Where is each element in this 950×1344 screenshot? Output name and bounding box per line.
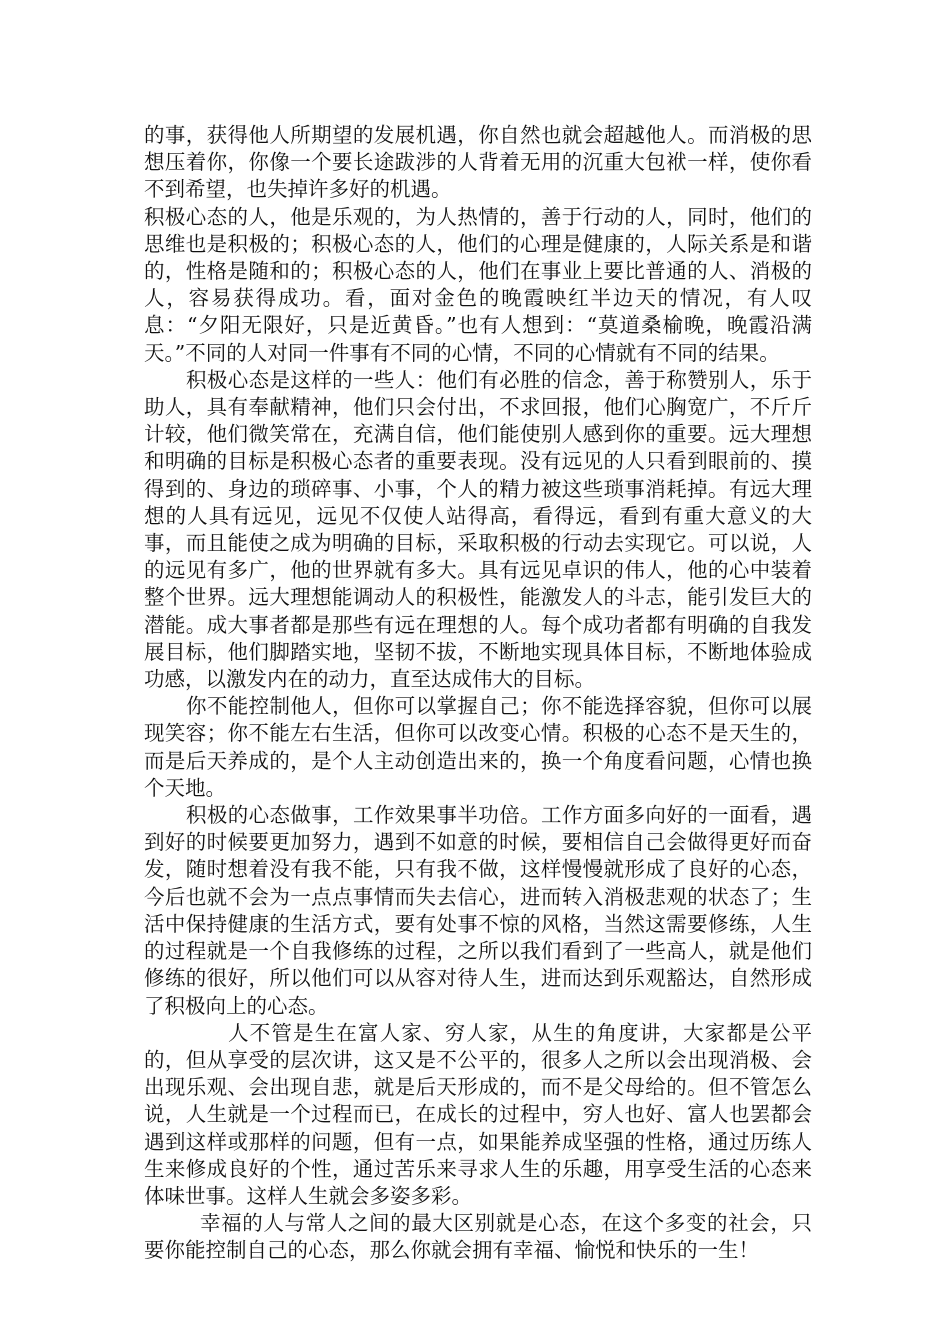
paragraph-ideals-and-goals: 积极心态是这样的一些人：他们有必胜的信念，善于称赞别人，乐于助人，具有奉献精神，他们只会付出，不求回报，他们心胸宽广，不斤斤计较，他们微笑常在，充满自信，他们能使别人感到你的重要。远大理想和明确的目标是积极心态者的重要表现。没有远见的人只看到眼前的、摸得到的、身边的琐碎事、小事，个人的精力被这些琐事消耗掉。有远大理想的人具有远见，远见不仅使人站得高，看得远，看到有重大意义的大事，而且能使之成为明确的目标，采取积极的行动去实现它。可以说，人的远见有多广，他的世界就有多大。具有远见卓识的伟人，他的心中装着整个世界。远大理想能调动人的积极性，能激发人的斗志，能引发巨大的潜能。成大事者都是那些有远在理想的人。每个成功者都有明确的自我发展目标，他们脚踏实地，坚韧不拔，不断地实现具体目标，不断地体验成功感，以激发内在的动力，直至达成伟大的目标。: [144, 367, 812, 692]
paragraph-positive-mindset-traits: 积极心态的人，他是乐观的，为人热情的，善于行动的人，同时，他们的思维也是积极的；积极心态的人，他们的心理是健康的，人际关系是和谐的，性格是随和的；积极心态的人，他们在事业上要比普通的人、消极的人，容易获得成功。看，面对金色的晚霞映红半边天的情况，有人叹息：“夕阳无限好，只是近黄昏。”也有人想到：“莫道桑榆晚，晚霞沿满天。”不同的人对同一件事有不同的心情，不同的心情就有不同的结果。: [144, 204, 812, 365]
paragraph-happiness-conclusion: 幸福的人与常人之间的最大区别就是心态，在这个多变的社会，只要你能控制自己的心态，那么你就会拥有幸福、愉悦和快乐的一生！: [144, 1211, 812, 1263]
document-body: [144, 122, 812, 1265]
paragraph-control-yourself: 你不能控制他人，但你可以掌握自己；你不能选择容貌，但你可以展现笑容；你不能左右生活，但你可以改变心情。积极的心态不是天生的，而是后天养成的，是个人主动创造出来的，换一个角度看问题，心情也换个天地。: [144, 694, 812, 800]
paragraph-work-attitude: 积极的心态做事，工作效果事半功倍。工作方面多向好的一面看，遇到好的时候要更加努力，遇到不如意的时候，要相信自己会做得更好而奋发，随时想着没有我不能，只有我不做，这样慢慢就形成了良好的心态，今后也就不会为一点点事情而失去信心，进而转入消极悲观的状态了；生活中保持健康的生活方式，要有处事不惊的风格，当然这需要修练，人生的过程就是一个自我修练的过程，之所以我们看到了一些高人，就是他们修练的很好，所以他们可以从容对待人生，进而达到乐观豁达，自然形成了积极向上的心态。: [144, 803, 812, 1018]
paragraph-fairness-of-life: 人不管是生在富人家、穷人家，从生的角度讲，大家都是公平的，但从享受的层次讲，这又是不公平的，很多人之所以会出现消极、会出现乐观、会出现自悲，就是后天形成的，而不是父母给的。但不管怎么说，人生就是一个过程而已，在成长的过程中，穷人也好、富人也罢都会遇到这样或那样的问题，但有一点，如果能养成坚强的性格，通过历练人生来修成良好的个性，通过苦乐来寻求人生的乐趣，用享受生活的心态来体味世事。这样人生就会多姿多彩。: [144, 1020, 812, 1208]
paragraph-continuation: 的事，获得他人所期望的发展机遇，你自然也就会超越他人。而消极的思想压着你，你像一个要长途跋涉的人背着无用的沉重大包袱一样，使你看不到希望，也失掉许多好的机遇。: [144, 123, 812, 202]
